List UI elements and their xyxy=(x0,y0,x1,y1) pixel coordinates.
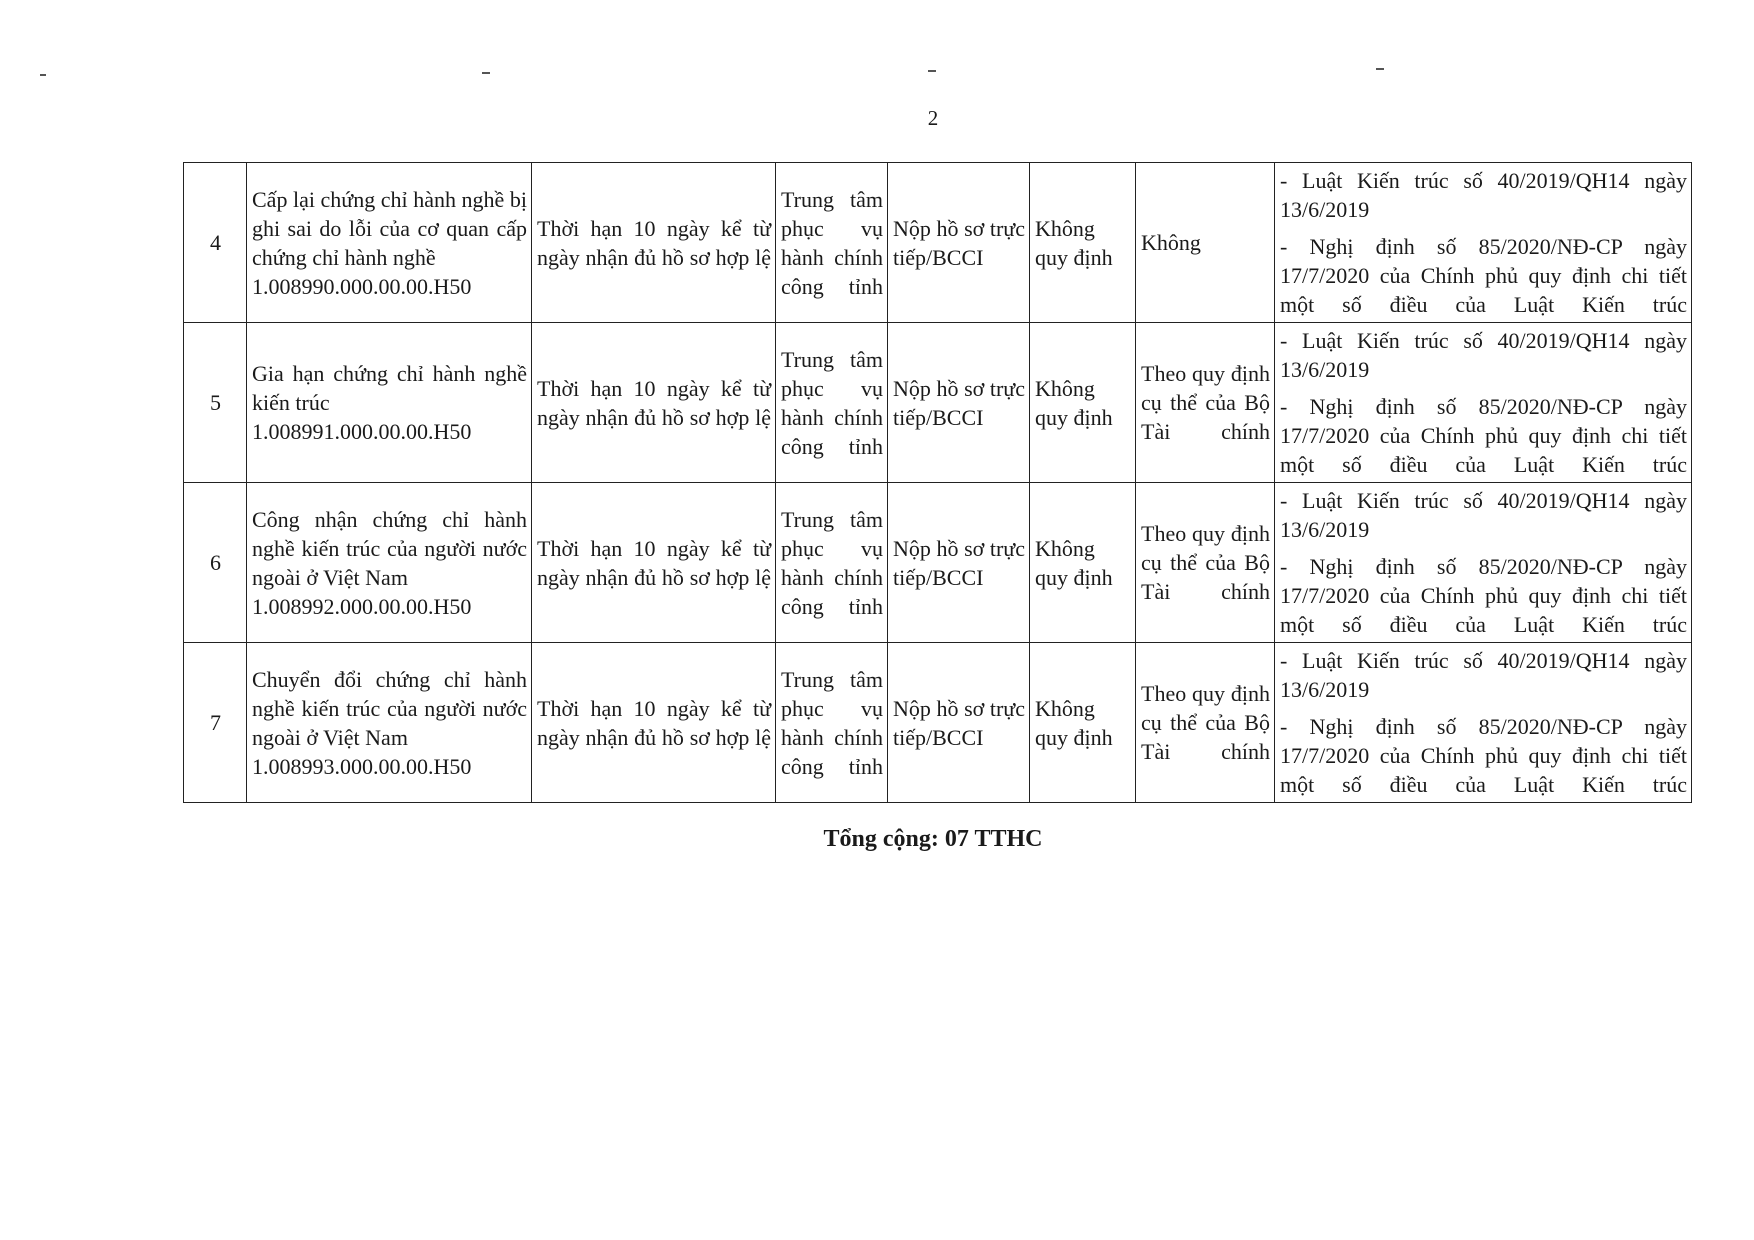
processing-time: Thời hạn 10 ngày kể từ ngày nhận đủ hồ sơ hợp lệ xyxy=(532,643,776,803)
scan-mark xyxy=(482,72,490,74)
legal-basis-law: - Luật Kiến trúc số 40/2019/QH14 ngày 13/6/2019 xyxy=(1280,328,1687,382)
procedure-table xyxy=(183,162,1692,803)
legal-basis-law: - Luật Kiến trúc số 40/2019/QH14 ngày 13/6/2019 xyxy=(1280,488,1687,542)
procedure-name: Công nhận chứng chỉ hành nghề kiến trúc của người nước ngoài ở Việt Nam xyxy=(252,506,527,590)
legal-basis-law: - Luật Kiến trúc số 40/2019/QH14 ngày 13/6/2019 xyxy=(1280,168,1687,222)
table-row xyxy=(184,483,1692,643)
submission-method: Nộp hồ sơ trực tiếp/BCCI xyxy=(888,323,1030,483)
row-number: 7 xyxy=(184,643,247,803)
processing-place: Trung tâm phục vụ hành chính công tỉnh xyxy=(776,163,888,323)
scan-mark xyxy=(928,70,936,72)
legal-basis-decree: - Nghị định số 85/2020/NĐ-CP ngày 17/7/2020 của Chính phủ quy định chi tiết một số điều của Luật Kiến trúc xyxy=(1280,234,1687,317)
row-number: 4 xyxy=(184,163,247,323)
procedure-code: 1.008991.000.00.00.H50 xyxy=(252,419,472,444)
fee: Không quy định xyxy=(1030,643,1136,803)
charge: Theo quy định cụ thể của Bộ Tài chính xyxy=(1136,323,1275,483)
charge: Không xyxy=(1136,163,1275,323)
page-number: 2 xyxy=(927,106,939,130)
total-summary: Tổng cộng: 07 TTHC xyxy=(823,826,1043,852)
processing-place: Trung tâm phục vụ hành chính công tỉnh xyxy=(776,323,888,483)
table-row xyxy=(184,323,1692,483)
legal-basis-decree: - Nghị định số 85/2020/NĐ-CP ngày 17/7/2020 của Chính phủ quy định chi tiết một số điều của Luật Kiến trúc xyxy=(1280,394,1687,477)
fee: Không quy định xyxy=(1030,163,1136,323)
processing-place: Trung tâm phục vụ hành chính công tỉnh xyxy=(776,643,888,803)
procedure-code: 1.008990.000.00.00.H50 xyxy=(252,273,472,299)
legal-basis-decree: - Nghị định số 85/2020/NĐ-CP ngày 17/7/2020 của Chính phủ quy định chi tiết một số điều của Luật Kiến trúc xyxy=(1280,714,1687,797)
procedure-code: 1.008993.000.00.00.H50 xyxy=(252,753,472,779)
submission-method: Nộp hồ sơ trực tiếp/BCCI xyxy=(888,483,1030,643)
scan-mark xyxy=(1376,68,1384,70)
submission-method: Nộp hồ sơ trực tiếp/BCCI xyxy=(888,643,1030,803)
charge: Theo quy định cụ thể của Bộ Tài chính xyxy=(1136,483,1275,643)
scan-mark xyxy=(40,74,46,76)
procedure-name-cell xyxy=(247,163,532,323)
processing-time: Thời hạn 10 ngày kể từ ngày nhận đủ hồ sơ hợp lệ xyxy=(532,163,776,323)
legal-basis-decree: - Nghị định số 85/2020/NĐ-CP ngày 17/7/2020 của Chính phủ quy định chi tiết một số điều của Luật Kiến trúc xyxy=(1280,554,1687,637)
legal-basis xyxy=(1275,163,1692,323)
procedure-name-cell xyxy=(247,483,532,643)
legal-basis xyxy=(1275,483,1692,643)
table-row xyxy=(184,163,1692,323)
table-row xyxy=(184,643,1692,803)
charge: Theo quy định cụ thể của Bộ Tài chính xyxy=(1136,643,1275,803)
procedure-name-cell xyxy=(247,643,532,803)
processing-place: Trung tâm phục vụ hành chính công tỉnh xyxy=(776,483,888,643)
processing-time: Thời hạn 10 ngày kể từ ngày nhận đủ hồ sơ hợp lệ xyxy=(532,323,776,483)
row-number: 6 xyxy=(184,483,247,643)
procedure-code: 1.008992.000.00.00.H50 xyxy=(252,593,472,619)
submission-method: Nộp hồ sơ trực tiếp/BCCI xyxy=(888,163,1030,323)
procedure-name-cell xyxy=(247,323,532,483)
procedure-name: Gia hạn chứng chỉ hành nghề kiến trúc xyxy=(252,361,527,415)
fee: Không quy định xyxy=(1030,323,1136,483)
legal-basis xyxy=(1275,643,1692,803)
procedure-name: Chuyển đổi chứng chỉ hành nghề kiến trúc của người nước ngoài ở Việt Nam xyxy=(252,666,527,750)
legal-basis xyxy=(1275,323,1692,483)
legal-basis-law: - Luật Kiến trúc số 40/2019/QH14 ngày 13/6/2019 xyxy=(1280,648,1687,702)
row-number: 5 xyxy=(184,323,247,483)
processing-time: Thời hạn 10 ngày kể từ ngày nhận đủ hồ sơ hợp lệ xyxy=(532,483,776,643)
procedure-name: Cấp lại chứng chỉ hành nghề bị ghi sai do lỗi của cơ quan cấp chứng chỉ hành nghề xyxy=(252,186,527,270)
fee: Không quy định xyxy=(1030,483,1136,643)
procedure-table-body xyxy=(184,163,1692,803)
